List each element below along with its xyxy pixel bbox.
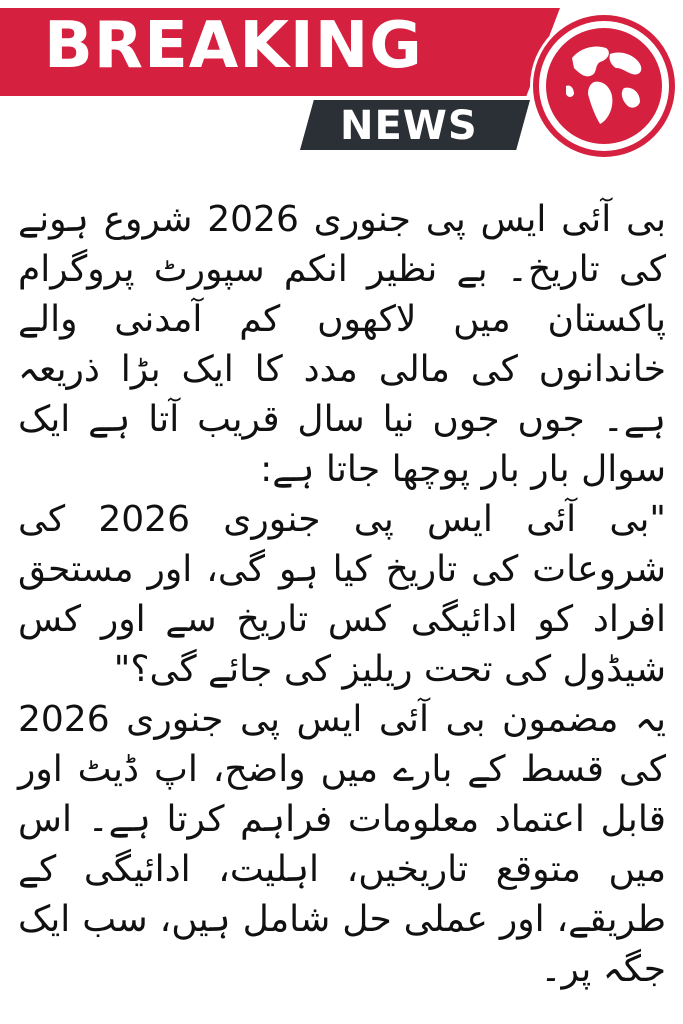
breaking-news-banner: [0, 0, 683, 185]
article-paragraph-question: "بی آئی ایس پی جنوری 2026 کی شروعات کی تاریخ کیا ہو گی، اور مستحق افراد کو ادائیگی کس تاریخ سے اور کس شیڈول کی تحت ریلیز کی جائے گی؟": [18, 499, 666, 690]
globe-icon: [528, 10, 680, 162]
news-label: NEWS: [340, 103, 478, 149]
breaking-label: BREAKING: [44, 9, 423, 83]
article-paragraph-intro: بی آئی ایس پی جنوری 2026 شروع ہونے کی تاریخ۔ بے نظیر انکم سپورٹ پروگرام پاکستان میں لاکھوں کم آمدنی والے خاندانوں کی مالی مدد کا ایک بڑا ذریعہ ہے۔ جوں جوں نیا سال قریب آتا ہے ایک سوال بار بار پوچھا جاتا ہے:: [18, 199, 666, 490]
article-paragraph-summary: یہ مضمون بی آئی ایس پی جنوری 2026 کی قسط کے بارے میں واضح، اپ ڈیٹ اور قابل اعتماد معلومات فراہم کرتا ہے۔ اس میں متوقع تاریخیں، اہلیت، ادائیگی کے طریقے، اور عملی حل شامل ہیں، سب ایک جگہ پر۔: [18, 699, 666, 990]
article-body: [18, 195, 666, 995]
